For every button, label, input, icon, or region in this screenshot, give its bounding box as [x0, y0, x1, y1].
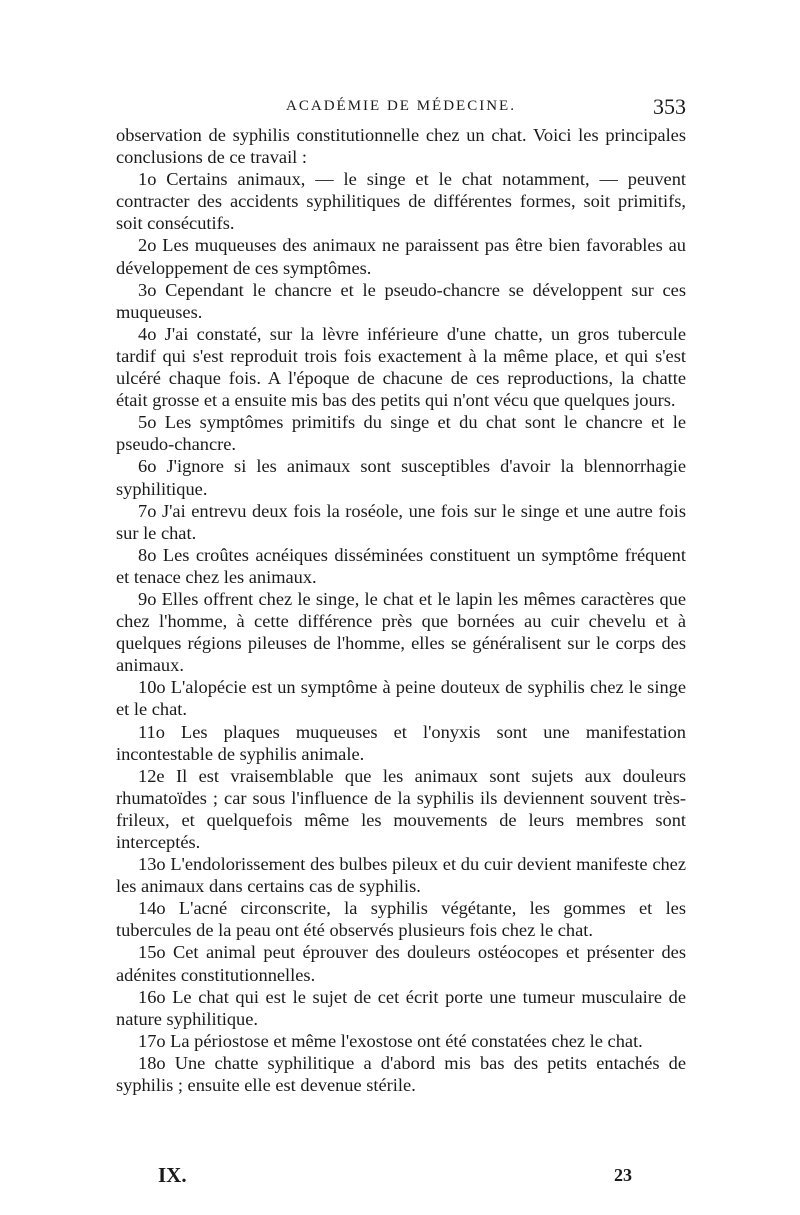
conclusion-item-7: 7o J'ai entrevu deux fois la roséole, une fois sur le singe et une autre fois sur le chat.	[116, 500, 686, 543]
conclusion-item-18: 18o Une chatte syphilitique a d'abord mis bas des petits entachés de syphilis ; ensuite elle est devenue stérile.	[116, 1052, 686, 1096]
intro-paragraph: observation de syphilis constitutionnelle chez un chat. Voici les principales conclusions de ce travail :	[116, 125, 686, 168]
conclusion-item-2: 2o Les muqueuses des animaux ne paraissent pas être bien favorables au développement de ces symptômes.	[116, 235, 686, 278]
conclusion-item-10: 10o L'alopécie est un symptôme à peine douteux de syphilis chez le singe et le chat.	[116, 677, 686, 720]
conclusion-item-6: 6o J'ignore si les animaux sont susceptibles d'avoir la blennorrhagie syphilitique.	[116, 456, 686, 499]
signature-mark: IX.	[158, 1163, 187, 1187]
conclusion-item-11: 11o Les plaques muqueuses et l'onyxis sont une manifestation incontestable de syphilis animale.	[116, 721, 686, 764]
conclusion-item-16: 16o Le chat qui est le sujet de cet écrit porte une tumeur musculaire de nature syphilitique.	[116, 986, 686, 1029]
conclusion-item-8: 8o Les croûtes acnéiques disséminées constituent un symptôme fréquent et tenace chez les animaux.	[116, 544, 686, 587]
conclusion-item-15: 15o Cet animal peut éprouver des douleurs ostéocopes et présenter des adénites constitutionnelles.	[116, 942, 686, 985]
conclusion-item-3: 3o Cependant le chancre et le pseudo-chancre se développent sur ces muqueuses.	[116, 279, 686, 322]
sheet-number: 23	[614, 1165, 632, 1185]
conclusion-item-1: 1o Certains animaux, — le singe et le chat notamment, — peuvent contracter des accidents syphilitiques de différentes formes, soit primitifs, soit consécutifs.	[116, 169, 686, 234]
conclusion-item-9: 9o Elles offrent chez le singe, le chat et le lapin les mêmes caractères que chez l'homme, à cette différence près que bornées au cuir chevelu et à quelques régions pileuses de l'homme, elles se généralisent sur le corps des animaux.	[116, 588, 686, 676]
conclusion-item-14: 14o L'acné circonscrite, la syphilis végétante, les gommes et les tubercules de la peau ont été observés plusieurs fois chez le chat.	[116, 898, 686, 941]
conclusion-item-17: 17o La périostose et même l'exostose ont été constatées chez le chat.	[138, 1030, 643, 1051]
running-title: ACADÉMIE DE MÉDECINE.	[286, 98, 516, 114]
conclusion-item-12: 12e Il est vraisemblable que les animaux sont sujets aux douleurs rhumatoïdes ; car sous l'influence de la syphilis ils deviennent souvent très-frileux, et quelquefois même les mouvements de leurs membres sont interceptés.	[116, 765, 686, 852]
page-footer	[158, 1163, 632, 1187]
body-text	[116, 124, 686, 1096]
conclusion-item-5: 5o Les symptômes primitifs du singe et du chat sont le chancre et le pseudo-chancre.	[116, 412, 686, 455]
conclusion-item-4: 4o J'ai constaté, sur la lèvre inférieure d'une chatte, un gros tubercule tardif qui s'est reproduit trois fois exactement à la même place, et qui s'est ulcéré chaque fois. A l'époque de chacune de ces reproductions, la chatte était grosse et a ensuite mis bas des petits qui n'ont vécu que quelques jours.	[116, 323, 686, 411]
running-head	[116, 96, 686, 118]
page-number: 353	[653, 94, 686, 119]
conclusion-item-13: 13o L'endolorissement des bulbes pileux et du cuir devient manifeste chez les animaux dans certains cas de syphilis.	[116, 854, 686, 897]
